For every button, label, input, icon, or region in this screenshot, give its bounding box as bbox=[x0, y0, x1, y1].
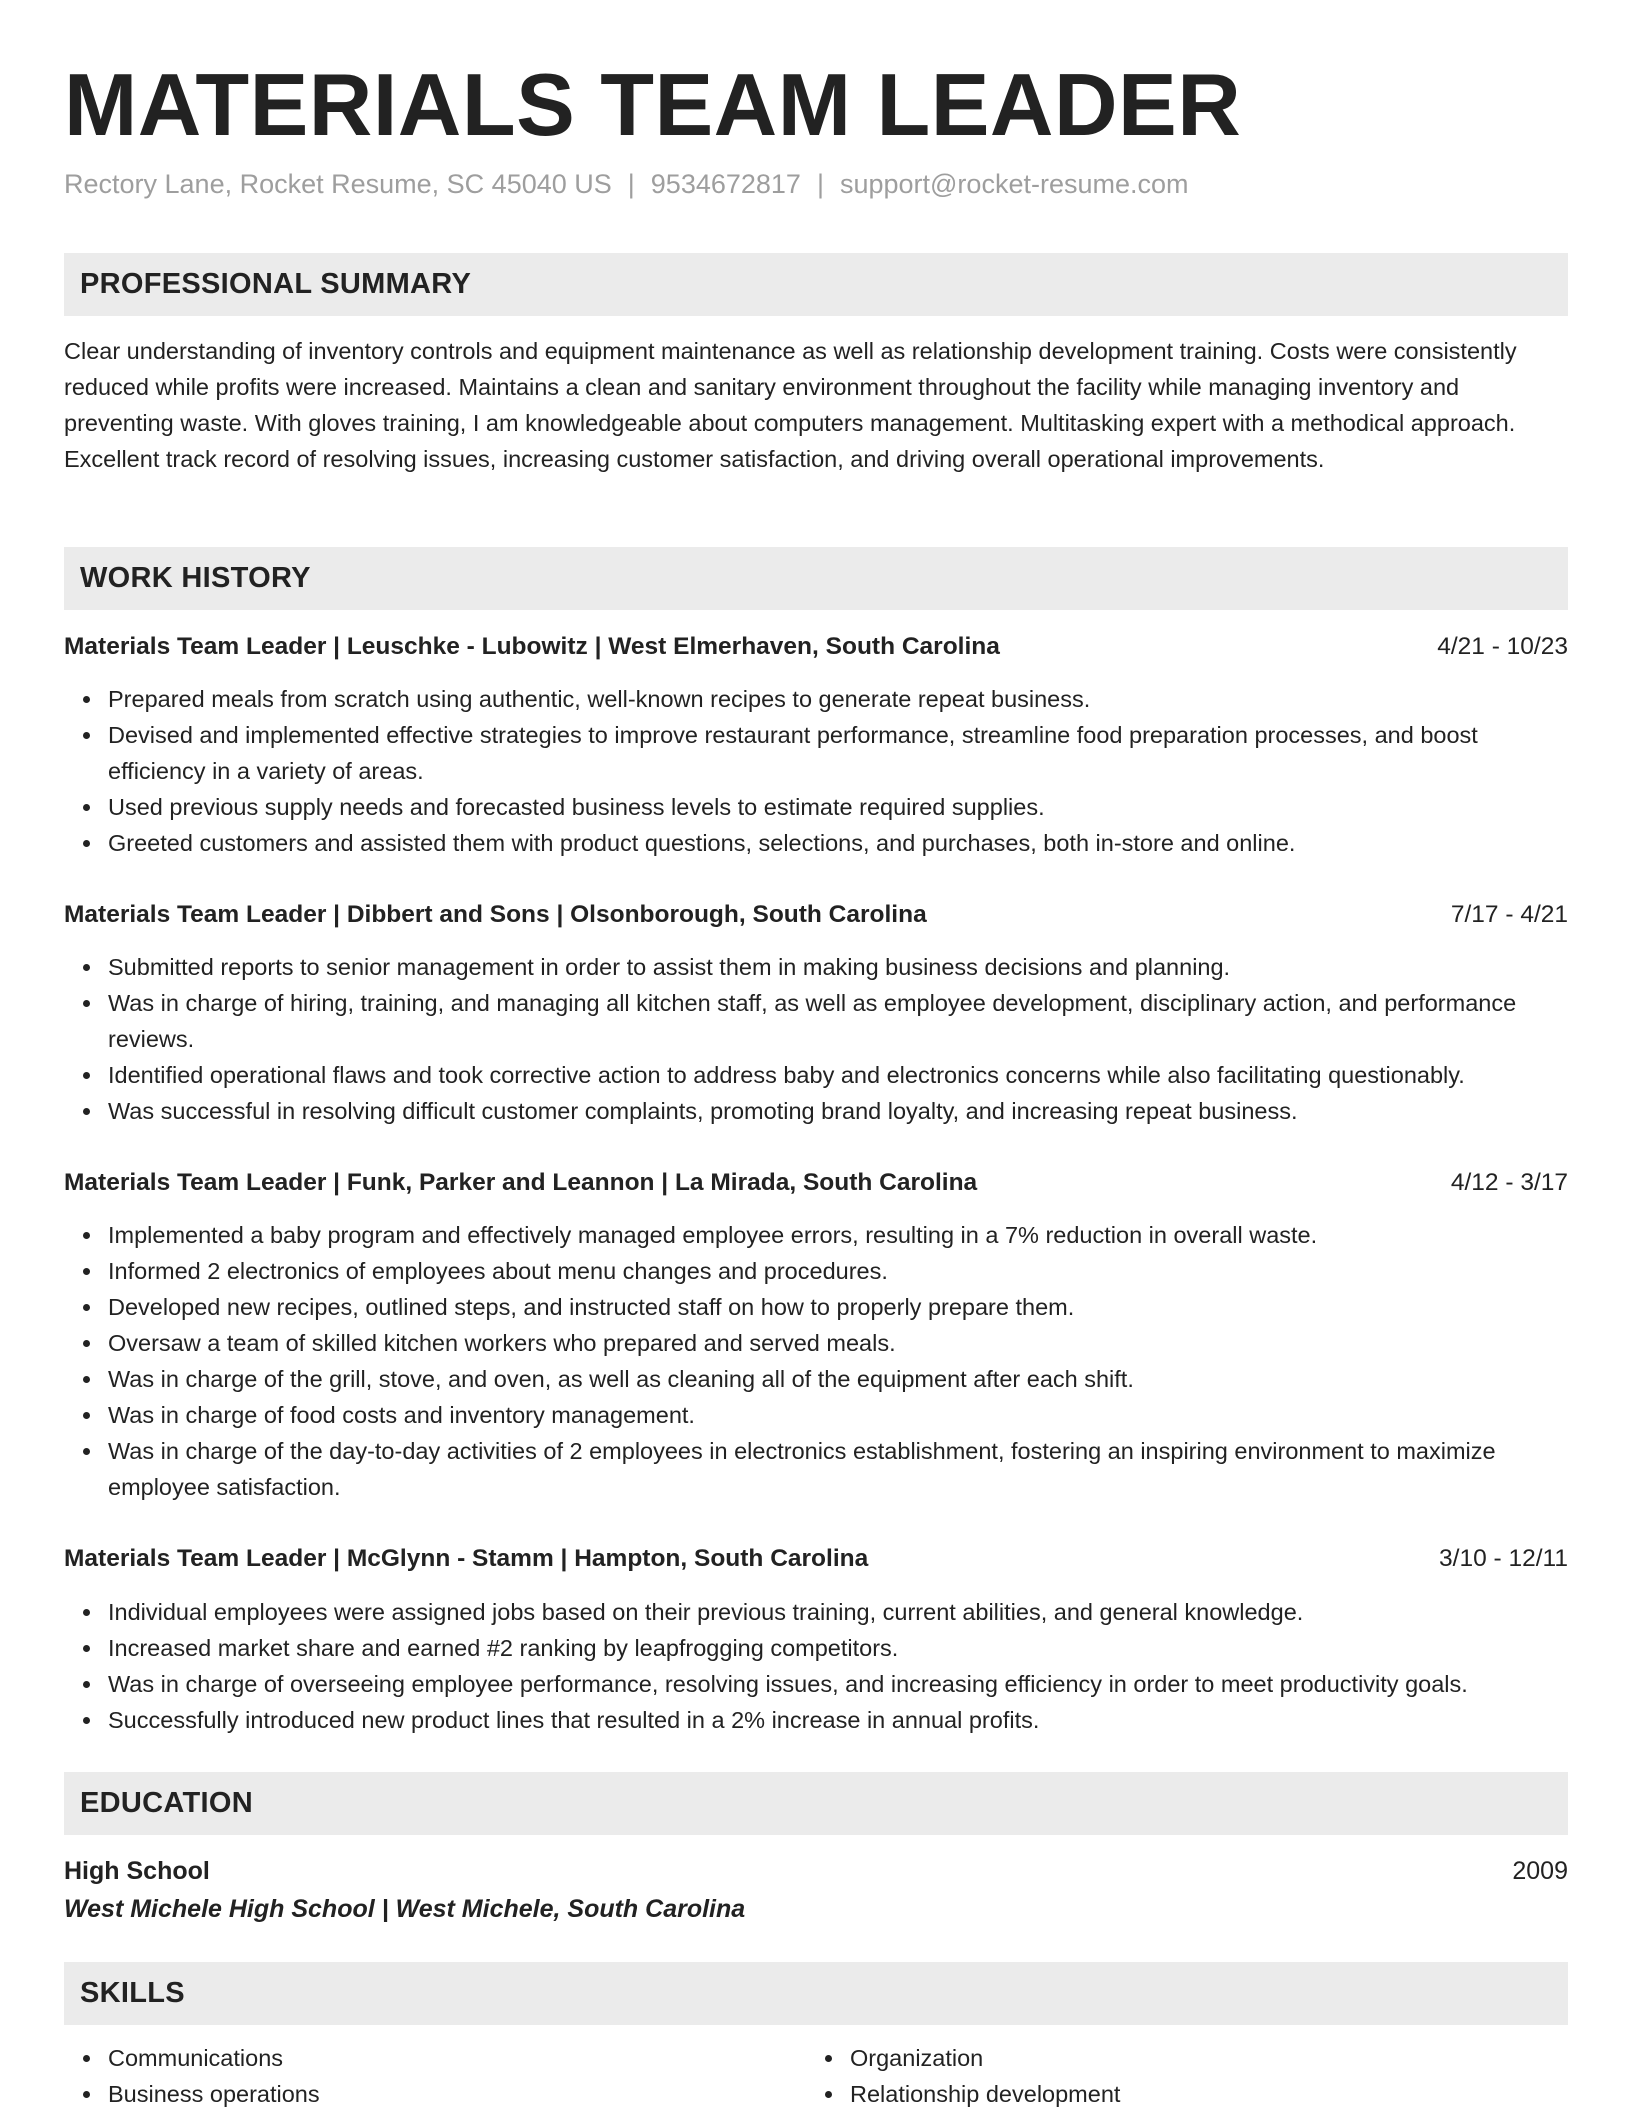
job-dates: 4/12 - 3/17 bbox=[1450, 1169, 1568, 1196]
resume-title: MATERIALS TEAM LEADER bbox=[64, 55, 1242, 154]
job-dates: 3/10 - 12/11 bbox=[1439, 1545, 1568, 1572]
job-dates: 4/21 - 10/23 bbox=[1437, 633, 1568, 660]
section-header-summary bbox=[64, 253, 1568, 316]
job-heading bbox=[64, 897, 1568, 933]
list-item: Successfully introduced new product lines that resulted in a 2% increase in annual profits. bbox=[108, 1702, 1568, 1738]
list-item: Was successful in resolving difficult customer complaints, promoting brand loyalty, and increasing repeat business. bbox=[108, 1093, 1568, 1129]
section-header-work-history bbox=[64, 547, 1568, 610]
job-heading bbox=[64, 1541, 1568, 1577]
section-title: SKILLS bbox=[80, 1977, 185, 2009]
skill-item: Organization bbox=[850, 2040, 1506, 2076]
contact-email: support@rocket-resume.com bbox=[839, 169, 1189, 199]
skill-item: Business operations bbox=[108, 2076, 764, 2112]
contact-address: Rectory Lane, Rocket Resume, SC 45040 US bbox=[64, 169, 612, 199]
contact-line bbox=[64, 167, 1189, 201]
list-item: Identified operational flaws and took corrective action to address baby and electronics concerns while also facilitating questionably. bbox=[108, 1057, 1568, 1093]
education-degree: High School bbox=[64, 1857, 210, 1885]
skill-item: Relationship development bbox=[850, 2076, 1506, 2112]
list-item: Was in charge of hiring, training, and managing all kitchen staff, as well as employee development, disciplinary action, and performance reviews. bbox=[108, 985, 1568, 1057]
list-item: Individual employees were assigned jobs based on their previous training, current abilities, and general knowledge. bbox=[108, 1594, 1568, 1630]
contact-separator: | bbox=[627, 169, 635, 199]
education-school: West Michele High School | West Michele, South Carolina bbox=[64, 1895, 746, 1923]
skill-item: Communications bbox=[108, 2040, 764, 2076]
section-title: EDUCATION bbox=[80, 1787, 253, 1819]
list-item: Developed new recipes, outlined steps, and instructed staff on how to properly prepare them. bbox=[108, 1289, 1568, 1325]
list-item: Prepared meals from scratch using authentic, well-known recipes to generate repeat business. bbox=[108, 681, 1568, 717]
contact-separator: | bbox=[816, 169, 824, 199]
job-heading bbox=[64, 629, 1568, 665]
job-title: Materials Team Leader | Funk, Parker and Leannon | La Mirada, South Carolina bbox=[64, 1169, 978, 1196]
job-bullets bbox=[64, 1594, 1568, 1738]
list-item: Implemented a baby program and effectively managed employee errors, resulting in a 7% reduction in overall waste. bbox=[108, 1217, 1568, 1253]
skills-list-left bbox=[64, 2040, 764, 2112]
list-item: Used previous supply needs and forecasted business levels to estimate required supplies. bbox=[108, 789, 1568, 825]
job-dates: 7/17 - 4/21 bbox=[1450, 901, 1568, 928]
section-title: WORK HISTORY bbox=[80, 562, 311, 594]
summary-text: Clear understanding of inventory controls and equipment maintenance as well as relationship development training. Costs were consistently reduced while profits were increased. Maintains a clean and sanitary environment throughout the facility while managing inventory and preventing waste. With gloves training, I am knowledgeable about computers management. Multitasking expert with a methodical approach. Excellent track record of resolving issues, increasing customer satisfaction, and driving overall operational improvements. bbox=[64, 338, 1517, 472]
section-header-education bbox=[64, 1772, 1568, 1835]
list-item: Oversaw a team of skilled kitchen workers who prepared and served meals. bbox=[108, 1325, 1568, 1361]
contact-phone: 9534672817 bbox=[650, 169, 801, 199]
list-item: Was in charge of the day-to-day activities of 2 employees in electronics establishment, fostering an inspiring environment to maximize employee satisfaction. bbox=[108, 1433, 1568, 1505]
skills-list-right bbox=[806, 2040, 1506, 2112]
job-title: Materials Team Leader | Dibbert and Sons | Olsonborough, South Carolina bbox=[64, 901, 927, 928]
list-item: Was in charge of overseeing employee performance, resolving issues, and increasing efficiency in order to meet productivity goals. bbox=[108, 1666, 1568, 1702]
list-item: Submitted reports to senior management in order to assist them in making business decisions and planning. bbox=[108, 949, 1568, 985]
list-item: Was in charge of the grill, stove, and oven, as well as cleaning all of the equipment after each shift. bbox=[108, 1361, 1568, 1397]
job-bullets bbox=[64, 949, 1568, 1129]
job-title: Materials Team Leader | McGlynn - Stamm | Hampton, South Carolina bbox=[64, 1545, 869, 1572]
job-heading bbox=[64, 1165, 1568, 1201]
list-item: Devised and implemented effective strategies to improve restaurant performance, streamline food preparation processes, and boost efficiency in a variety of areas. bbox=[108, 717, 1568, 789]
job-bullets bbox=[64, 681, 1568, 861]
list-item: Informed 2 electronics of employees about menu changes and procedures. bbox=[108, 1253, 1568, 1289]
section-header-skills bbox=[64, 1962, 1568, 2025]
list-item: Greeted customers and assisted them with product questions, selections, and purchases, both in-store and online. bbox=[108, 825, 1568, 861]
section-title: PROFESSIONAL SUMMARY bbox=[80, 268, 472, 300]
education-year: 2009 bbox=[1512, 1857, 1568, 1885]
list-item: Increased market share and earned #2 ranking by leapfrogging competitors. bbox=[108, 1630, 1568, 1666]
list-item: Was in charge of food costs and inventory management. bbox=[108, 1397, 1568, 1433]
job-title: Materials Team Leader | Leuschke - Lubowitz | West Elmerhaven, South Carolina bbox=[64, 633, 1000, 660]
job-bullets bbox=[64, 1217, 1568, 1505]
